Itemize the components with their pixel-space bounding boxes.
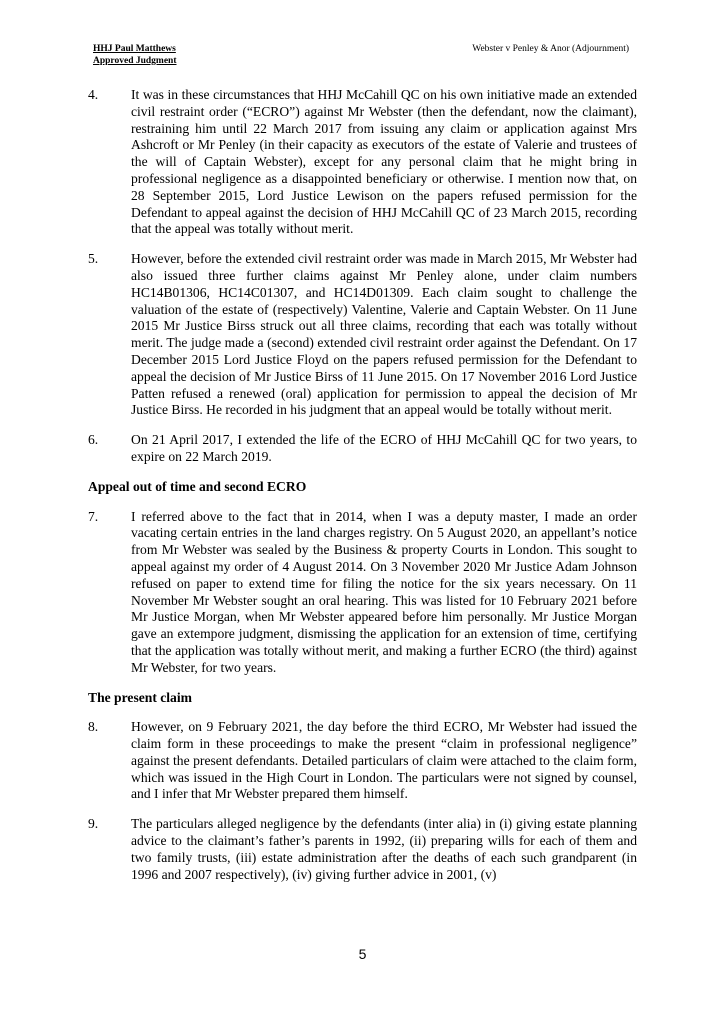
section-heading: The present claim [88,689,192,705]
paragraph-text: It was in these circumstances that HHJ McCahill QC on his own initiative made an extended civil restraint order (“ECRO”) against Mr Webster (then the defendant, now the claimant), restraining him until 22 March 2017 from issuing any claim or application against Mrs Ashcroft or Mr Penley (in their capacity as executors of the estate of Valerie and trustees of the will of Captain Webster), except for any personal claim that he might bring in professional negligence as a disappointed beneficiary or otherwise. I mention now that, on 28 September 2015, Lord Justice Lewison on the papers refused permission for the Defendant to appeal against the decision of HHJ McCahill QC of 23 March 2015, recording that the appeal was totally without merit. [131,87,637,237]
judgment-status: Approved Judgment [93,56,177,66]
paragraph-4 [88,87,637,238]
paragraph-5 [88,251,637,419]
paragraph-number: 5. [88,251,99,267]
paragraph-7 [88,509,637,677]
paragraph-number: 8. [88,719,99,735]
paragraph-8 [88,719,637,803]
paragraph-number: 9. [88,816,99,832]
document-body [88,87,637,896]
paragraph-6 [88,432,637,466]
paragraph-9 [88,816,637,883]
paragraph-number: 6. [88,432,99,448]
paragraph-number: 4. [88,87,99,102]
case-title: Webster v Penley & Anor (Adjournment) [472,44,629,54]
paragraph-text: However, before the extended civil restraint order was made in March 2015, Mr Webster had also issued three further claims against Mr Penley alone, under claim numbers HC14B01306, HC14C01307, and HC14D01309. Each claim sought to challenge the valuation of the estate of (respectively) Valentine, Valerie and Captain Webster. On 11 June 2015 Mr Justice Birss struck out all three claims, recording that each was totally without merit. The judge made a (second) extended civil restraint order against the Defendant. On 17 December 2015 Lord Justice Floyd on the papers refused permission for the Defendant to appeal the decision of Mr Justice Birss of 11 June 2015. On 17 November 2016 Lord Justice Patten refused a renewed (oral) application for permission to appeal the decision of Mr Justice Birss. He recorded in his judgment that an appeal would be totally without merit. [131,251,637,418]
paragraph-text: However, on 9 February 2021, the day before the third ECRO, Mr Webster had issued the claim form in these proceedings to make the present “claim in professional negligence” against the present defendants. Detailed particulars of claim were attached to the claim form, which was issued in the High Court in London. The particulars were not signed by counsel, and I infer that Mr Webster prepared them himself. [131,719,637,802]
header-left [93,43,177,67]
paragraph-number: 7. [88,508,99,524]
judge-name: HHJ Paul Matthews [93,44,176,54]
paragraph-text: On 21 April 2017, I extended the life of the ECRO of HHJ McCahill QC for two years, to expire on 22 March 2019. [131,432,637,464]
section-heading: Appeal out of time and second ECRO [88,478,307,494]
paragraph-text: I referred above to the fact that in 2014, when I was a deputy master, I made an order vacating certain entries in the land charges registry. On 5 August 2020, an appellant’s notice from Mr Webster was sealed by the Business & property Courts in London. This sought to appeal against my order of 4 August 2014. On 3 November 2020 Mr Justice Adam Johnson refused on paper to extend time for filing the notice for the six years necessary. On 11 November Mr Webster sought an oral hearing. This was listed for 10 February 2021 before Mr Justice Morgan, when Mr Webster appeared before him personally. Mr Justice Morgan gave an extempore judgment, dismissing the application for an extension of time, certifying that the application was totally without merit, and making a further ECRO (the third) against Mr Webster, for two years. [131,508,637,675]
page-number: 5 [358,946,367,962]
paragraph-text: The particulars alleged negligence by the defendants (inter alia) in (i) giving estate planning advice to the claimant’s father’s parents in 1992, (ii) preparing wills for each of them and two family trusts, (iii) estate administration after the deaths of each such grandparent (in 1996 and 2007 respectively), (iv) giving further advice in 2001, (v) [131,816,637,882]
